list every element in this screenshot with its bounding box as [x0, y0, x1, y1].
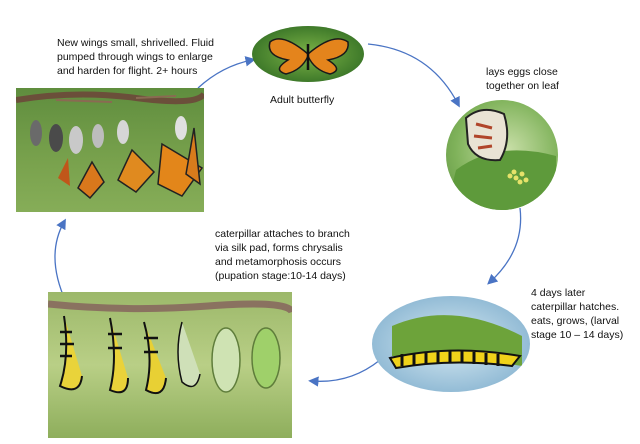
label-chrysalis: caterpillar attaches to branch via silk pad, forms chrysalis and metamorphosis occurs (pupation stage:10-14 days)	[215, 228, 350, 282]
emerging-butterflies-photo	[16, 88, 204, 212]
arrow-chrysalis-to-emerging	[55, 222, 66, 302]
monarch-butterfly-photo	[252, 26, 364, 82]
label-eggs: lays eggs close together on leaf	[486, 66, 559, 92]
arrow-emerging-to-adult	[198, 60, 252, 88]
chrysalis-sequence-photo	[48, 292, 292, 438]
label-caterpillar: 4 days later caterpillar hatches. eats, grows, (larval stage 10 – 14 days)	[531, 287, 624, 341]
label-emerging: New wings small, shrivelled. Fluid pumped through wings to enlarge and harden for flight. 2+ hours	[57, 37, 214, 77]
caterpillar-on-leaf-photo	[372, 296, 530, 392]
label-adult: Adult butterfly	[270, 94, 335, 106]
arrow-caterpillar-to-chrysalis	[312, 360, 380, 381]
arrow-adult-to-eggs	[368, 44, 458, 104]
arrow-eggs-to-caterpillar	[490, 208, 521, 282]
butterfly-laying-eggs-photo	[446, 100, 558, 210]
